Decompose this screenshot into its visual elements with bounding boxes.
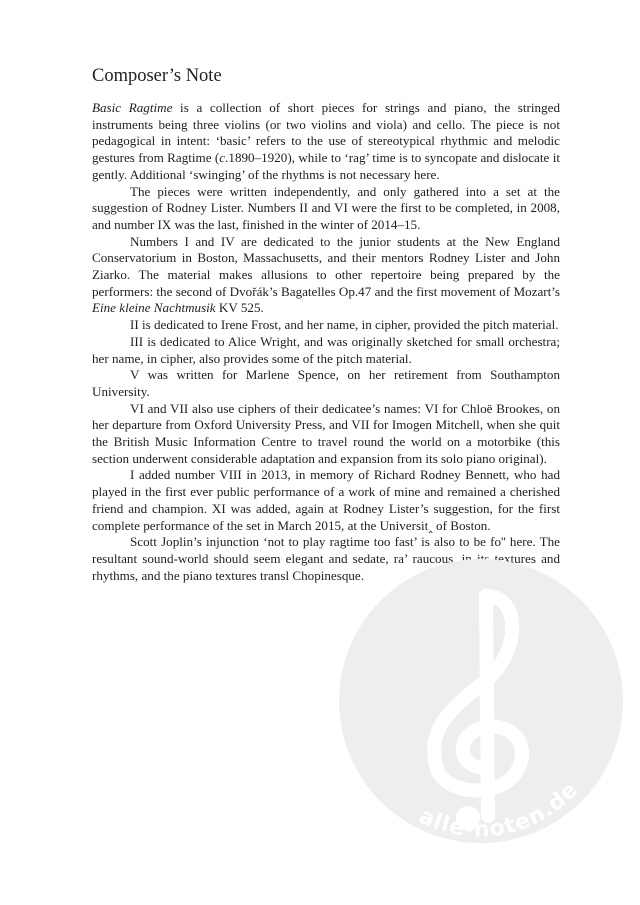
paragraph: Basic Ragtime is a collection of short pieces for strings and piano, the stringed instruments being three violins (or two violins and viola) and cello. The piece is not pedagogical in intent: ‘basic’ refers to the use of stereotypical rhythmic and melodic gestures from Ragtime (c.1890–1920), while to ‘rag’ time is to syncopate and dislocate it gently. Additional ‘swinging’ of the rhythms is not necessary here. [92, 100, 560, 182]
paragraph: II is dedicated to Irene Frost, and her name, in cipher, provided the pitch material. [130, 317, 559, 333]
paragraph: V was written for Marlene Spence, on her retirement from Southampton University. [92, 367, 560, 399]
paragraph: Scott Joplin’s injunction ‘not to play ragtime too fast’ is also to be fo'' here. The resultant sound-world should seem elegant and sedate, ra’ raucous, in its textures and rhythms, and the piano textures transl Chopinesque. [92, 534, 560, 583]
work-title: Eine kleine Nachtmusik [92, 300, 216, 316]
paragraph: VI and VII also use ciphers of their dedicatee’s names: VI for Chloë Brookes, on her departure from Oxford University Press, and VII for Imogen Mitchell, when she quit the British Music Information Centre to travel round the world on a motorbike (this section underwent considerable adaptation and expansion from its solo piano original). [92, 400, 560, 466]
page-title: Composer’s Note [92, 66, 222, 86]
composers-note-body [92, 100, 560, 584]
work-title: Basic Ragtime [92, 100, 173, 115]
watermark [336, 556, 626, 846]
paragraph: Numbers I and IV are dedicated to the junior students at the New England Conservatorium in Boston, Massachusetts, and their mentors Rodney Lister and John Ziarko. The material makes allusions to other repertoire being prepared by the performers: the second of Dvořák’s Bagatelles Op.47 and the first movement of Mozart’s Eine kleine Nachtmusik KV 525. [92, 233, 560, 316]
paragraph: The pieces were written independently, and only gathered into a set at the suggestion of Rodney Lister. Numbers II and VI were the first to be completed, in 2008, and number IX was the last, finished in the winter of 2014–15. [92, 183, 560, 232]
paragraph: I added number VIII in 2013, in memory of Richard Rodney Bennett, who had played in the first ever public performance of a work of mine and remained a cherished friend and champion. XI was added, again at Rodney Lister’s suggestion, for the first complete performance of the set in March 2015, at the Universit‸ of Boston. [92, 467, 560, 533]
watermark-brand: alle-noten.de [414, 777, 584, 843]
paragraph: III is dedicated to Alice Wright, and was originally sketched for small orchestra; her name, in cipher, also provides some of the pitch material. [92, 333, 560, 366]
